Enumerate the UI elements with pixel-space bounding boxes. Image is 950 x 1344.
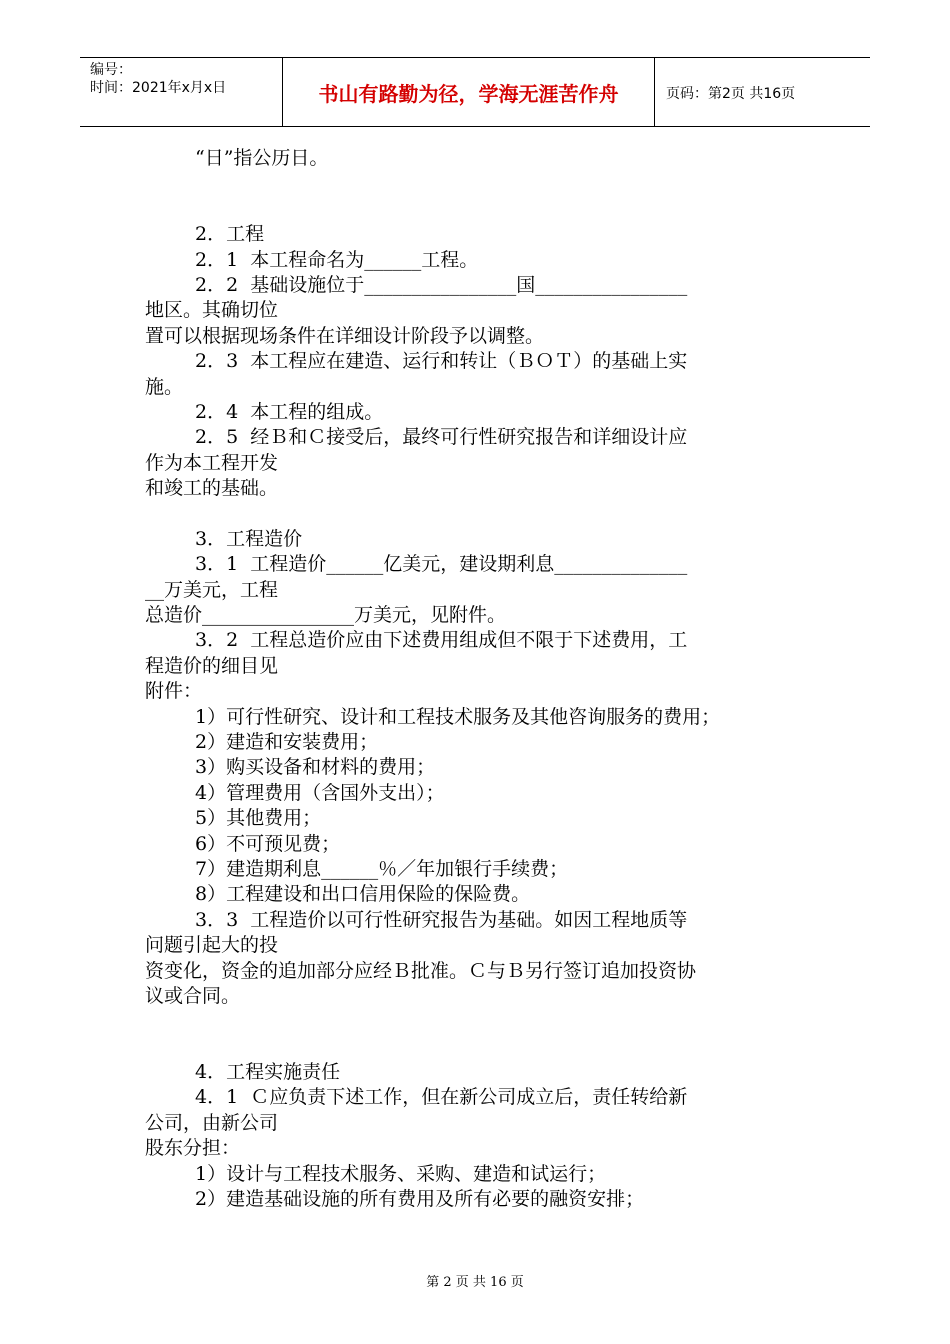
paragraph-line: 程造价的细目见: [145, 654, 279, 677]
header-page-number: 页码：第2页 共16页: [666, 86, 796, 102]
paragraph-line: 2．3 本工程应在建造、运行和转让（ＢＯＴ）的基础上实: [195, 350, 688, 373]
header-meta: [90, 61, 226, 97]
paragraph-line: 问题引起大的投: [145, 934, 279, 957]
paragraph-line: 2．2 基础设施位于________________国________________: [195, 273, 688, 296]
list-item: 3）购买设备和材料的费用；: [195, 756, 436, 779]
paragraph-line: __万美元，工程: [145, 578, 279, 601]
paragraph-line: 3．1 工程造价______亿美元，建设期利息______________: [195, 553, 688, 576]
document-number-label: 编号：: [90, 62, 132, 78]
section-heading: 4．工程实施责任: [195, 1061, 341, 1084]
section-heading: 3．工程造价: [195, 527, 303, 550]
list-item: 1）设计与工程技术服务、采购、建造和试运行；: [195, 1162, 607, 1185]
paragraph-line: 2．1 本工程命名为______工程。: [195, 248, 479, 271]
list-item: 2）建造基础设施的所有费用及所有必要的融资安排；: [195, 1188, 645, 1211]
header-motto: 书山有路勤为径，学海无涯苦作舟: [318, 82, 619, 106]
paragraph-line: 3．3 工程造价以可行性研究报告为基础。如因工程地质等: [195, 908, 688, 931]
list-item: 6）不可预见费；: [195, 832, 341, 855]
paragraph-line: 置可以根据现场条件在详细设计阶段予以调整。: [145, 324, 545, 347]
paragraph-line: “日”指公历日。: [195, 147, 329, 169]
document-body: [145, 146, 815, 1212]
list-item: 1）可行性研究、设计和工程技术服务及其他咨询服务的费用；: [195, 705, 721, 728]
header-divider: [654, 58, 655, 126]
paragraph-line: 施。: [145, 375, 184, 398]
list-item: 5）其他费用；: [195, 807, 322, 830]
paragraph-line: 股东分担：: [145, 1137, 241, 1160]
paragraph-line: 2．4 本工程的组成。: [195, 400, 384, 423]
page-header: [80, 57, 870, 127]
paragraph-line: 资变化，资金的追加部分应经Ｂ批准。Ｃ与Ｂ另行签订追加投资协: [145, 959, 697, 982]
page-footer: 第 2 页 共 16 页: [426, 1275, 524, 1290]
paragraph-line: 作为本工程开发: [145, 451, 279, 474]
list-item: 8）工程建设和出口信用保险的保险费。: [195, 883, 531, 906]
document-date-label: 时间：2021年x月x日: [90, 80, 227, 96]
paragraph-line: 和竣工的基础。: [145, 477, 279, 500]
paragraph-line: 地区。其确切位: [145, 299, 279, 322]
list-item: 7）建造期利息______％／年加银行手续费；: [195, 857, 569, 880]
paragraph-line: 总造价________________万美元，见附件。: [145, 604, 507, 627]
paragraph-line: 3．2 工程总造价应由下述费用组成但不限于下述费用，工: [195, 629, 688, 652]
paragraph-line: 公司，由新公司: [145, 1111, 279, 1134]
paragraph-line: 附件：: [145, 680, 203, 703]
paragraph-line: 4．1 Ｃ应负责下述工作，但在新公司成立后，责任转给新: [195, 1086, 688, 1109]
list-item: 4）管理费用（含国外支出）；: [195, 781, 445, 804]
paragraph-line: 2．5 经Ｂ和Ｃ接受后，最终可行性研究报告和详细设计应: [195, 426, 688, 449]
section-heading: 2．工程: [195, 223, 265, 246]
list-item: 2）建造和安装费用；: [195, 731, 379, 753]
paragraph-line: 议或合同。: [145, 984, 241, 1007]
